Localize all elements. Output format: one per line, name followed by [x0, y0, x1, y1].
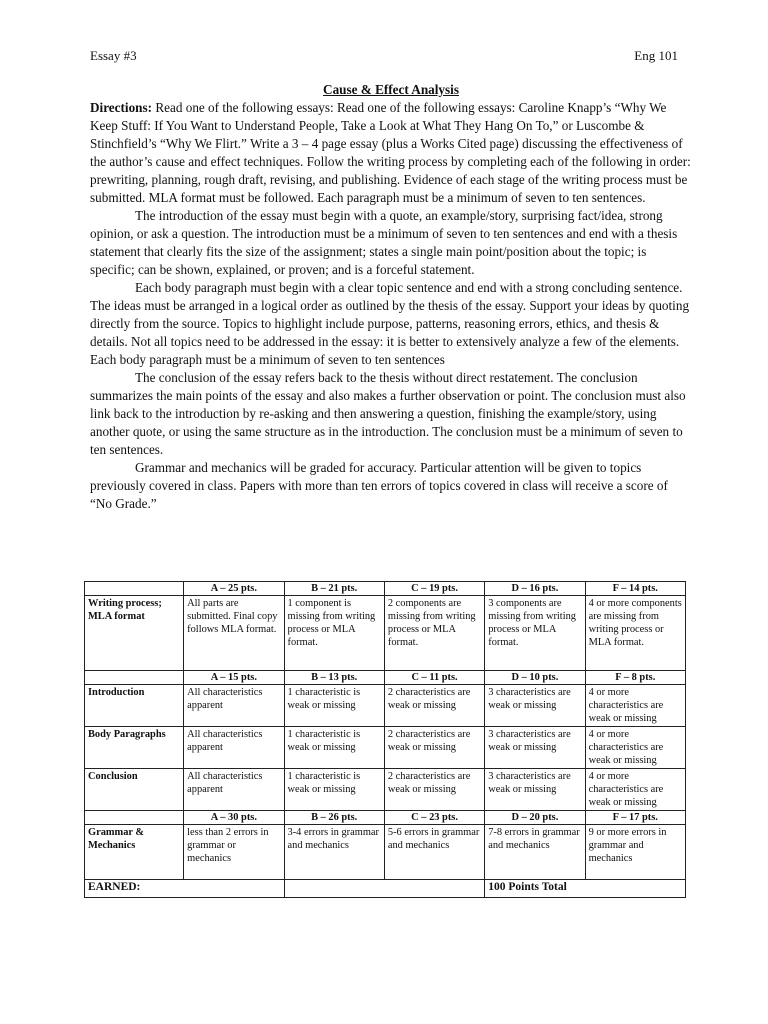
rubric-row	[85, 685, 686, 727]
rubric-row	[85, 596, 686, 671]
grade-header: B – 21 pts.	[284, 582, 384, 596]
rubric-cell: All characteristics apparent	[184, 727, 284, 769]
rubric-cell: 3 characteristics are weak or missing	[485, 727, 585, 769]
grade-header: C – 19 pts.	[384, 582, 484, 596]
directions-label: Directions:	[90, 100, 153, 115]
earned-label: EARNED:	[85, 880, 285, 898]
grade-header: B – 26 pts.	[284, 811, 384, 825]
grade-header: F – 8 pts.	[585, 671, 685, 685]
header-assignment-number: Essay #3	[90, 48, 137, 63]
rubric-cell: 4 or more characteristics are weak or missing	[585, 769, 685, 811]
conclusion-paragraph: The conclusion of the essay refers back to the thesis without direct restatement. The conclusion summarizes the main points of the essay and also makes a further observation or point. The conclusion must also link back to the introduction by re-asking and then answering a question, finishing the example/story, using another quote, or using the same structure as in the introduction. The conclusion must be a minimum of seven to ten sentences.	[90, 370, 686, 457]
rubric-cell: All parts are submitted. Final copy follows MLA format.	[184, 596, 284, 671]
rubric-cell: 1 component is missing from writing process or MLA format.	[284, 596, 384, 671]
rubric-cell: All characteristics apparent	[184, 769, 284, 811]
rubric-row	[85, 769, 686, 811]
document-body	[90, 81, 692, 513]
rubric-cell: 3 characteristics are weak or missing	[485, 769, 585, 811]
rubric-criterion: Grammar & Mechanics	[85, 825, 184, 880]
rubric-cell: 3-4 errors in grammar and mechanics	[284, 825, 384, 880]
rubric-cell: 5-6 errors in grammar and mechanics	[384, 825, 484, 880]
rubric-criterion: Introduction	[85, 685, 184, 727]
rubric-cell: 2 characteristics are weak or missing	[384, 769, 484, 811]
grade-header: D – 16 pts.	[485, 582, 585, 596]
rubric-cell: 2 components are missing from writing process or MLA format.	[384, 596, 484, 671]
grade-header: C – 23 pts.	[384, 811, 484, 825]
header-course-code: Eng 101	[634, 48, 678, 63]
directions-paragraph	[90, 99, 692, 207]
grade-header: B – 13 pts.	[284, 671, 384, 685]
earned-row	[85, 880, 686, 898]
rubric-criterion: Conclusion	[85, 769, 184, 811]
rubric-cell: All characteristics apparent	[184, 685, 284, 727]
rubric-cell: 9 or more errors in grammar and mechanics	[585, 825, 685, 880]
grade-header-row	[85, 582, 686, 596]
rubric-cell: 3 characteristics are weak or missing	[485, 685, 585, 727]
rubric-cell: 3 components are missing from writing process or MLA format.	[485, 596, 585, 671]
rubric-row	[85, 727, 686, 769]
grade-header: C – 11 pts.	[384, 671, 484, 685]
rubric-criterion: Body Paragraphs	[85, 727, 184, 769]
rubric-cell: 1 characteristic is weak or missing	[284, 727, 384, 769]
grade-header: F – 14 pts.	[585, 582, 685, 596]
document-title: Cause & Effect Analysis	[323, 82, 459, 97]
rubric-cell: 4 or more components are missing from writing process or MLA format.	[585, 596, 685, 671]
introduction-paragraph: The introduction of the essay must begin with a quote, an example/story, surprising fact/idea, strong opinion, or ask a question. The introduction must be a minimum of seven to ten sentences and end with a thesis statement that clearly fits the size of the assignment; states a single main point/position about the topic; is specific; can be shown, explained, or proven; and is a forceful statement.	[90, 208, 678, 277]
rubric-cell: 1 characteristic is weak or missing	[284, 769, 384, 811]
body-paragraphs-paragraph: Each body paragraph must begin with a clear topic sentence and end with a strong concluding sentence. The ideas must be arranged in a logical order as outlined by the thesis of the essay. Support your ideas by quoting directly from the source. Topics to highlight include purpose, patterns, reasoning errors, ethics, and thesis & details. Not all topics need to be addressed in the essay: it is better to extensively analyze a few of the elements. Each body paragraph must be a minimum of seven to ten sentences	[90, 280, 690, 367]
grade-header: A – 25 pts.	[184, 582, 284, 596]
rubric-criterion: Writing process; MLA format	[85, 596, 184, 671]
grade-header: F – 17 pts.	[585, 811, 685, 825]
rubric-cell: 4 or more characteristics are weak or missing	[585, 727, 685, 769]
rubric-cell: 2 characteristics are weak or missing	[384, 685, 484, 727]
rubric-cell: 7-8 errors in grammar and mechanics	[485, 825, 585, 880]
grade-header: D – 20 pts.	[485, 811, 585, 825]
rubric-cell: 1 characteristic is weak or missing	[284, 685, 384, 727]
earned-score-blank	[284, 880, 485, 898]
grade-header: A – 15 pts.	[184, 671, 284, 685]
grade-header: A – 30 pts.	[184, 811, 284, 825]
grade-header: D – 10 pts.	[485, 671, 585, 685]
rubric-cell: less than 2 errors in grammar or mechanics	[184, 825, 284, 880]
rubric-row	[85, 825, 686, 880]
grade-header-row	[85, 671, 686, 685]
rubric-cell: 4 or more characteristics are weak or missing	[585, 685, 685, 727]
grade-header-blank	[85, 671, 184, 685]
directions-text: Read one of the following essays: Read one of the following essays: Caroline Knapp’s “Why We Keep Stuff: If You Want to Understand People, Take a Look at What They Hang On To,” or Luscombe & Stinchfield’s “Why We Flirt.” Write a 3 – 4 page essay (plus a Works Cited page) discussing the effectiveness of the author’s cause and effect techniques. Follow the writing process by completing each of the following in order: prewriting, planning, rough draft, revising, and publishing. Evidence of each stage of the writing process must be submitted. MLA format must be followed. Each paragraph must be a minimum of seven to ten sentences.	[90, 100, 691, 205]
points-total: 100 Points Total	[485, 880, 686, 898]
grading-rubric-table	[84, 581, 686, 898]
grade-header-blank	[85, 582, 184, 596]
grade-header-blank	[85, 811, 184, 825]
rubric-cell: 2 characteristics are weak or missing	[384, 727, 484, 769]
grade-header-row	[85, 811, 686, 825]
grammar-paragraph: Grammar and mechanics will be graded for accuracy. Particular attention will be given to topics previously covered in class. Papers with more than ten errors of topics covered in class will receive a score of “No Grade.”	[90, 460, 668, 511]
